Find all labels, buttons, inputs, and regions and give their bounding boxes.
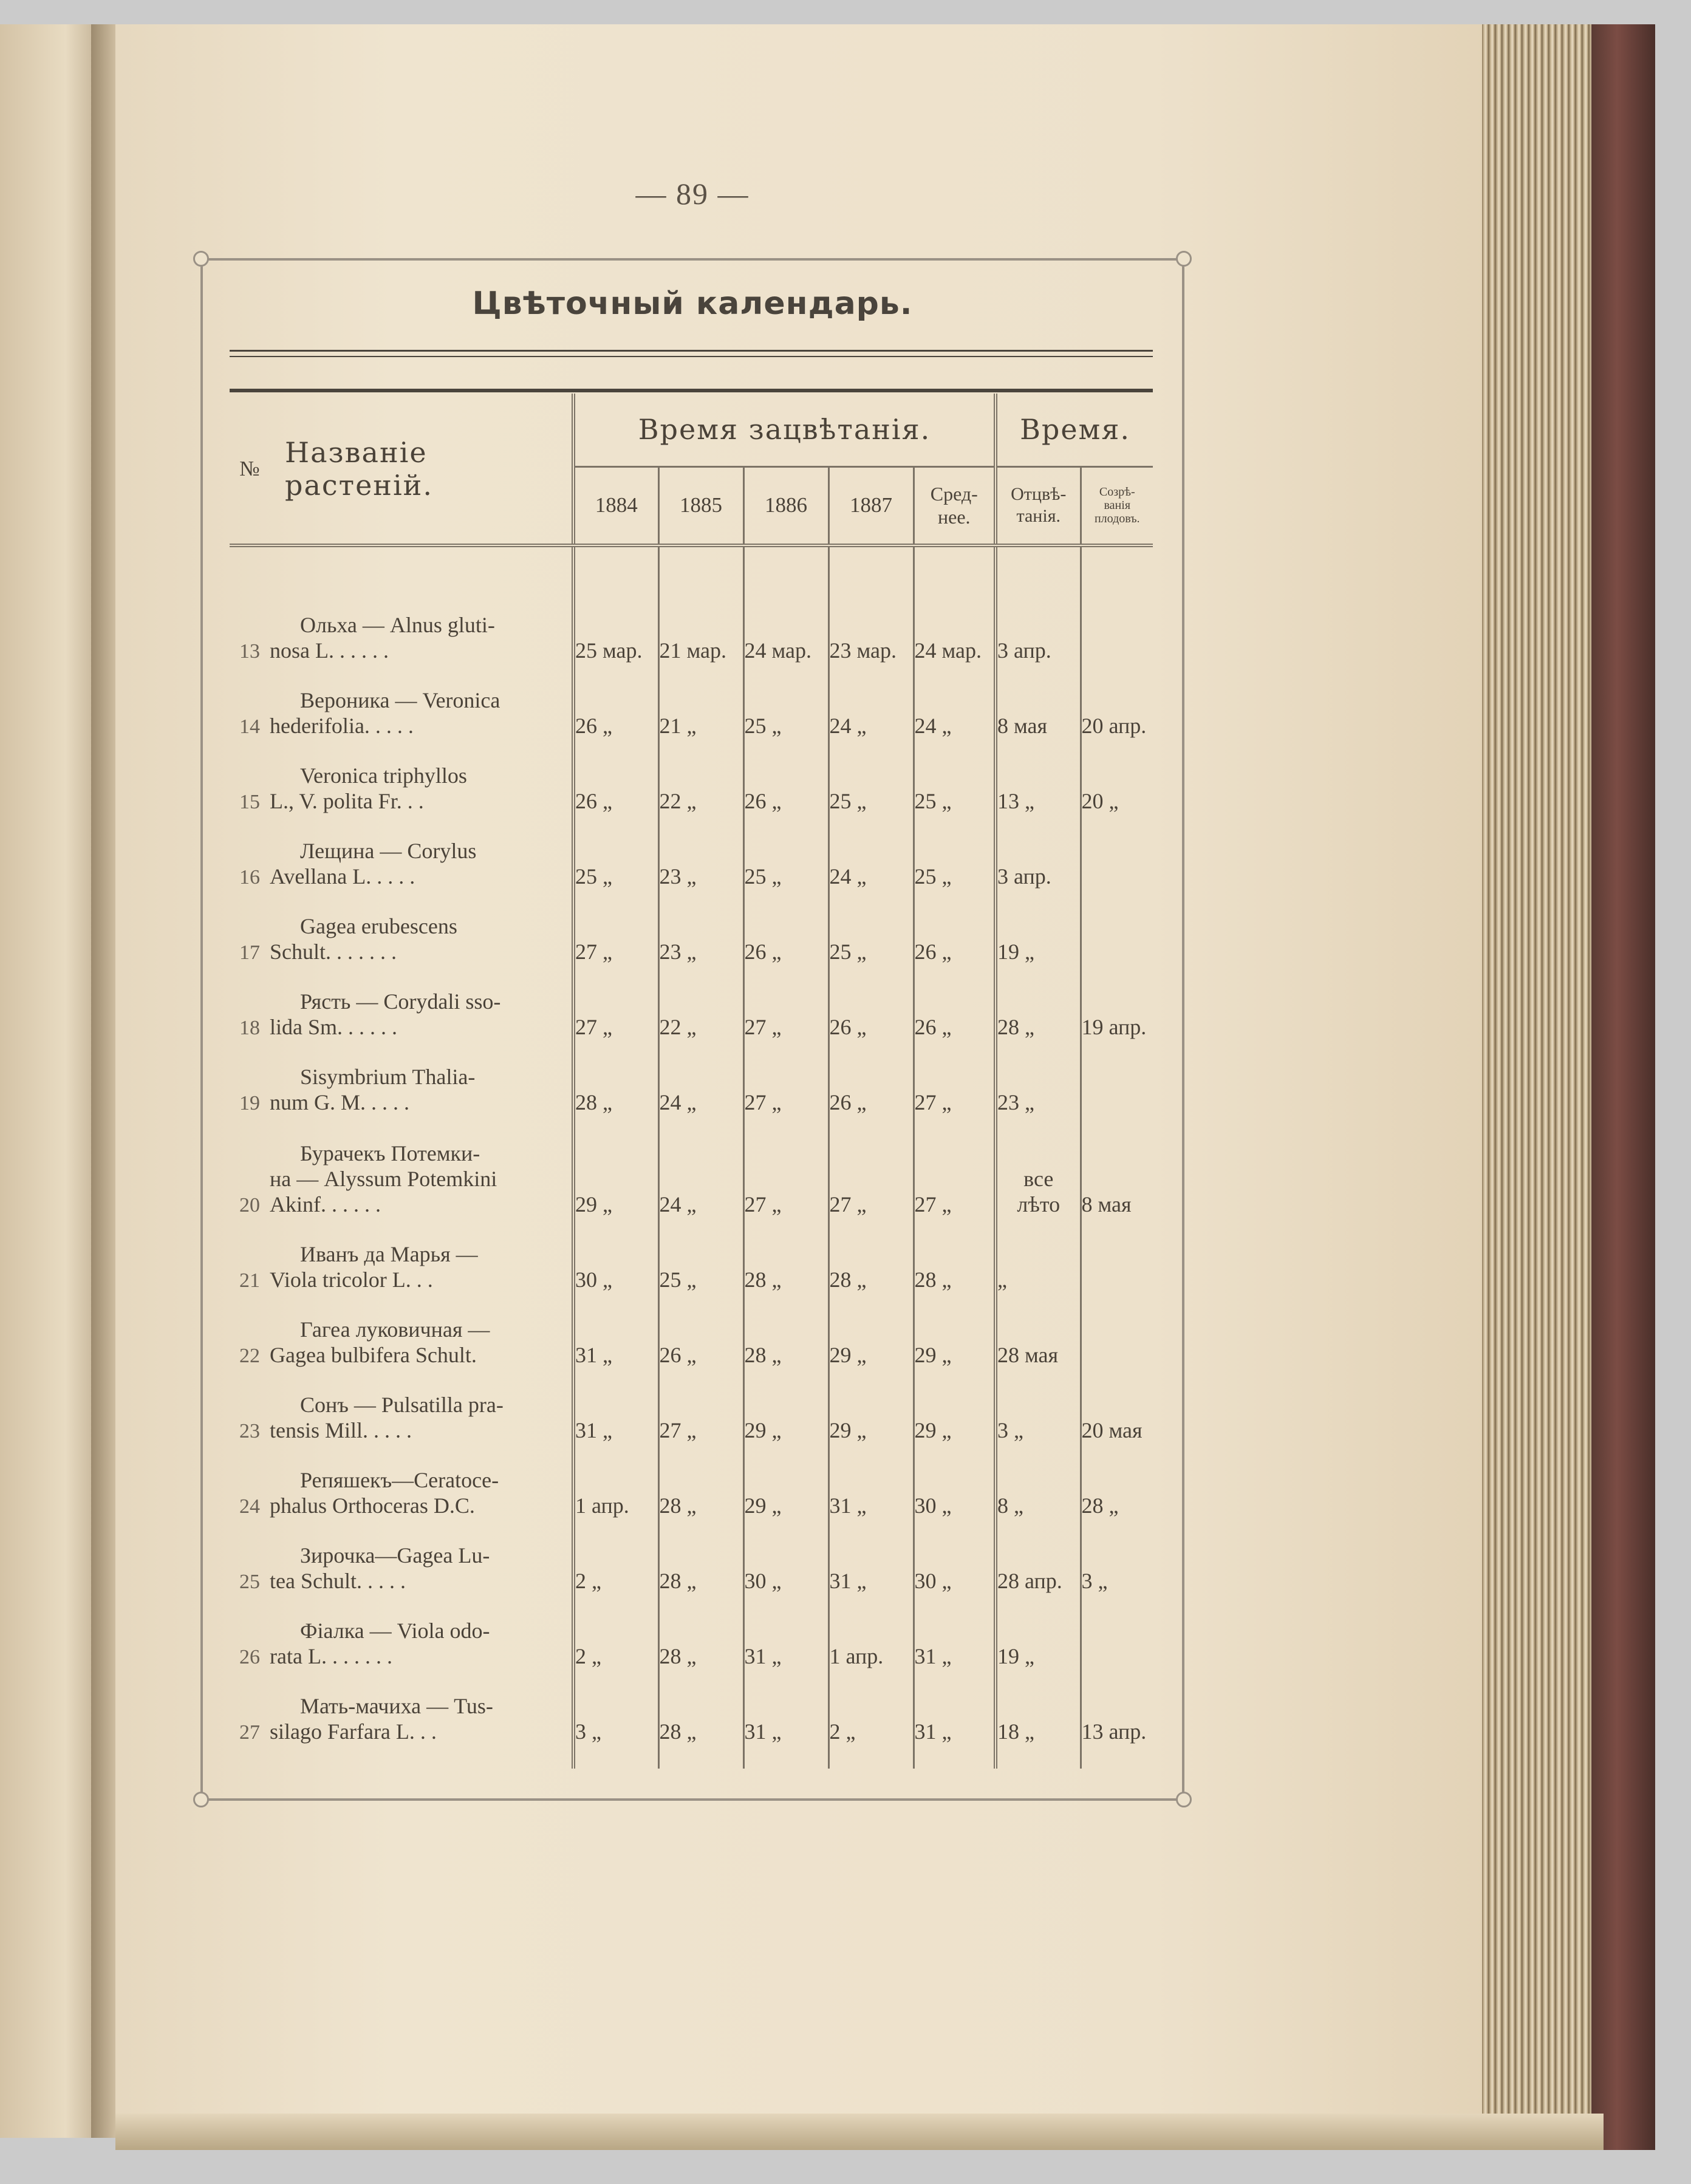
date-fruit-ripening xyxy=(1081,1040,1153,1115)
plant-name-line-last: lida Sm. . . . . . xyxy=(270,1015,398,1039)
date-1884: 25 „ xyxy=(573,814,658,889)
plant-name-line-last: phalus Orthoceras D.C. xyxy=(270,1493,475,1518)
table-row xyxy=(230,814,1153,889)
date-1887: 26 „ xyxy=(828,964,914,1040)
date-fading-value: 18 „ xyxy=(997,1719,1034,1744)
plant-name xyxy=(270,1217,573,1292)
date-average: 29 „ xyxy=(914,1368,996,1443)
table-row xyxy=(230,1368,1153,1443)
date-1884: 2 „ xyxy=(573,1518,658,1594)
title-rule-top xyxy=(230,350,1153,352)
date-fruit-ripening: 28 „ xyxy=(1081,1443,1153,1518)
plant-name-line1: Gagea erubescens xyxy=(300,914,457,938)
plant-name xyxy=(270,1518,573,1594)
date-1886: 24 мар. xyxy=(743,588,828,663)
header-year-1885: 1885 xyxy=(658,466,743,545)
date-fruit-ripening: 19 апр. xyxy=(1081,964,1153,1040)
date-1884: 2 „ xyxy=(573,1594,658,1669)
header-fruit-line3: плодовъ. xyxy=(1094,512,1140,526)
date-1887: 25 „ xyxy=(828,739,914,814)
date-1887: 29 „ xyxy=(828,1292,914,1368)
plant-name-line1: Бурачекъ Потемки- xyxy=(300,1141,480,1165)
date-1885: 24 „ xyxy=(658,1115,743,1217)
plant-name xyxy=(270,588,573,663)
date-fruit-ripening: 3 „ xyxy=(1081,1518,1153,1594)
row-number: 16 xyxy=(239,866,260,889)
date-1886: 25 „ xyxy=(743,814,828,889)
plant-name-line1: Veronica triphyllos xyxy=(300,763,467,788)
table-row xyxy=(230,889,1153,964)
date-average: 25 „ xyxy=(914,814,996,889)
spacer-cell xyxy=(1081,1744,1153,1769)
header-average-line1: Сред- xyxy=(930,483,978,505)
table-row xyxy=(230,1594,1153,1669)
header-fading-line1: Отцвѣ- xyxy=(1011,484,1067,505)
date-fading-value: 28 апр. xyxy=(997,1569,1062,1593)
date-fruit-ripening: 20 мая xyxy=(1081,1368,1153,1443)
date-1885: 28 „ xyxy=(658,1669,743,1744)
date-1887: 26 „ xyxy=(828,1040,914,1115)
plant-name-line-last: tensis Mill. . . . . xyxy=(270,1418,412,1442)
flower-calendar-table xyxy=(230,394,1153,1769)
plant-name xyxy=(270,1443,573,1518)
spacer-cell xyxy=(828,1744,914,1769)
date-1884: 3 „ xyxy=(573,1669,658,1744)
date-fruit-ripening xyxy=(1081,588,1153,663)
plant-name-line-last: num G. M. . . . . xyxy=(270,1090,410,1114)
row-number: 14 xyxy=(239,715,260,738)
date-fading-top: все xyxy=(1023,1167,1054,1191)
spacer-cell xyxy=(914,1744,996,1769)
plant-name xyxy=(270,1115,573,1217)
date-fading-value: 8 „ xyxy=(997,1493,1023,1518)
header-number: № xyxy=(230,394,270,545)
date-fading-value: 19 „ xyxy=(997,940,1034,964)
plant-name-line1: Лещина — Corylus xyxy=(300,839,477,863)
date-fruit-ripening: 20 „ xyxy=(1081,739,1153,814)
plant-name-line1: Sisymbrium Thalia- xyxy=(300,1065,476,1089)
row-number: 25 xyxy=(239,1571,260,1593)
date-fading-value: 19 „ xyxy=(997,1644,1034,1668)
date-fading xyxy=(996,814,1081,889)
date-average: 31 „ xyxy=(914,1669,996,1744)
plant-name-line1: Вероника — Veronica xyxy=(300,688,500,712)
date-fruit-ripening: 20 апр. xyxy=(1081,663,1153,739)
date-1884: 30 „ xyxy=(573,1217,658,1292)
date-fading-value: „ xyxy=(997,1268,1007,1292)
header-fruit-line2: ванія xyxy=(1104,499,1131,513)
row-number: 24 xyxy=(239,1495,260,1518)
table-row xyxy=(230,964,1153,1040)
date-1885: 23 „ xyxy=(658,814,743,889)
plant-name-line-last: L., V. polita Fr. . . xyxy=(270,789,424,813)
plant-name xyxy=(270,1368,573,1443)
date-fading-value: 13 „ xyxy=(997,789,1034,813)
date-1886: 29 „ xyxy=(743,1443,828,1518)
date-1884: 29 „ xyxy=(573,1115,658,1217)
spacer-cell xyxy=(658,1744,743,1769)
date-1887: 31 „ xyxy=(828,1443,914,1518)
date-fading-value: 3 апр. xyxy=(997,638,1051,663)
date-1884: 1 апр. xyxy=(573,1443,658,1518)
plant-name xyxy=(270,1594,573,1669)
spacer-cell xyxy=(743,1744,828,1769)
date-1885: 28 „ xyxy=(658,1518,743,1594)
date-1887: 24 „ xyxy=(828,814,914,889)
date-fading-value: 3 „ xyxy=(997,1418,1023,1442)
plant-name-line1: Сонъ — Pulsatilla pra- xyxy=(300,1393,504,1417)
date-1885: 27 „ xyxy=(658,1368,743,1443)
date-1884: 27 „ xyxy=(573,964,658,1040)
date-fading xyxy=(996,964,1081,1040)
date-fading xyxy=(996,1040,1081,1115)
date-1884: 26 „ xyxy=(573,663,658,739)
header-fading xyxy=(996,466,1081,545)
header-fruit-line1: Созрѣ- xyxy=(1099,485,1135,499)
table-row xyxy=(230,1518,1153,1594)
table-row xyxy=(230,1669,1153,1744)
row-number: 13 xyxy=(239,640,260,663)
date-fruit-ripening xyxy=(1081,814,1153,889)
page-bottom-shadow xyxy=(115,2114,1604,2150)
header-plant-name: Названіе растеній. xyxy=(270,394,573,545)
date-fading xyxy=(996,1217,1081,1292)
row-number: 21 xyxy=(239,1269,260,1292)
plant-name-line1: Ольха — Alnus gluti- xyxy=(300,613,495,637)
plant-name-line-last: silago Farfara L. . . xyxy=(270,1719,437,1744)
title-rule-bottom xyxy=(230,356,1153,357)
row-number: 18 xyxy=(239,1017,260,1039)
date-1887: 2 „ xyxy=(828,1669,914,1744)
header-flowering-time: Время зацвѣтанія. xyxy=(573,394,996,466)
date-1885: 25 „ xyxy=(658,1217,743,1292)
header-fading-line2: танія. xyxy=(1016,506,1061,527)
page-stack-edge xyxy=(1482,24,1604,2144)
date-average: 24 „ xyxy=(914,663,996,739)
date-fading xyxy=(996,1443,1081,1518)
frame-corner-ornament-icon xyxy=(1176,251,1192,267)
date-1885: 22 „ xyxy=(658,964,743,1040)
plant-name-line2: на — Alyssum Potemkini xyxy=(270,1167,497,1191)
date-fruit-ripening: 8 мая xyxy=(1081,1115,1153,1217)
date-average: 30 „ xyxy=(914,1443,996,1518)
date-1887: 29 „ xyxy=(828,1368,914,1443)
book-cover xyxy=(1591,24,1655,2150)
plant-name xyxy=(270,889,573,964)
plant-name-line1: Мать-мачиха — Tus- xyxy=(300,1694,493,1718)
date-fading xyxy=(996,889,1081,964)
row-number: 22 xyxy=(239,1345,260,1367)
plant-name xyxy=(270,663,573,739)
row-number: 20 xyxy=(239,1194,260,1217)
date-fading-value: 28 мая xyxy=(997,1343,1059,1367)
plant-name-line-last: hederifolia. . . . . xyxy=(270,714,414,738)
plant-name-line-last: Gagea bulbifera Schult. xyxy=(270,1343,477,1367)
date-fading-value: 3 апр. xyxy=(997,864,1051,889)
date-1886: 25 „ xyxy=(743,663,828,739)
date-fading xyxy=(996,1669,1081,1744)
date-1885: 22 „ xyxy=(658,739,743,814)
date-1884: 28 „ xyxy=(573,1040,658,1115)
plant-name xyxy=(270,1669,573,1744)
table-row xyxy=(230,663,1153,739)
date-1886: 28 „ xyxy=(743,1292,828,1368)
header-time: Время. xyxy=(996,394,1153,466)
date-fruit-ripening: 13 апр. xyxy=(1081,1669,1153,1744)
table-row xyxy=(230,588,1153,663)
table-row xyxy=(230,1217,1153,1292)
row-number: 26 xyxy=(239,1646,260,1668)
date-fading xyxy=(996,1115,1081,1217)
header-year-1884: 1884 xyxy=(573,466,658,545)
table-spacer-row xyxy=(230,1744,1153,1769)
row-number: 15 xyxy=(239,791,260,813)
page-title: Цвѣточный календарь. xyxy=(472,285,913,322)
plant-name-line-last: Schult. . . . . . . xyxy=(270,940,397,964)
frame-corner-ornament-icon xyxy=(193,251,209,267)
date-1887: 24 „ xyxy=(828,663,914,739)
date-fading-value: 28 „ xyxy=(997,1015,1034,1039)
plant-name xyxy=(270,1040,573,1115)
plant-name xyxy=(270,814,573,889)
date-fading xyxy=(996,663,1081,739)
date-1887: 25 „ xyxy=(828,889,914,964)
plant-name xyxy=(270,739,573,814)
date-1886: 31 „ xyxy=(743,1594,828,1669)
plant-name-line1: Зирочка—Gagea Lu- xyxy=(300,1543,490,1568)
date-1885: 28 „ xyxy=(658,1443,743,1518)
date-1885: 26 „ xyxy=(658,1292,743,1368)
date-1884: 27 „ xyxy=(573,889,658,964)
date-1884: 31 „ xyxy=(573,1292,658,1368)
date-fading xyxy=(996,1368,1081,1443)
date-fruit-ripening xyxy=(1081,1594,1153,1669)
date-1886: 27 „ xyxy=(743,964,828,1040)
row-number: 23 xyxy=(239,1420,260,1442)
date-1887: 27 „ xyxy=(828,1115,914,1217)
date-fading-value: 23 „ xyxy=(997,1090,1034,1114)
date-average: 26 „ xyxy=(914,964,996,1040)
date-1885: 28 „ xyxy=(658,1594,743,1669)
plant-name-line1: Гагеа луковичная — xyxy=(300,1317,490,1342)
table-row xyxy=(230,1115,1153,1217)
date-1887: 28 „ xyxy=(828,1217,914,1292)
date-average: 27 „ xyxy=(914,1040,996,1115)
table-body xyxy=(230,545,1153,1769)
plant-name-line1: Иванъ да Марья — xyxy=(300,1242,478,1266)
plant-name xyxy=(270,1292,573,1368)
date-1886: 26 „ xyxy=(743,739,828,814)
plant-name-line1: Репяшекъ—Ceratoce- xyxy=(300,1468,499,1492)
table-row xyxy=(230,1040,1153,1115)
date-fading xyxy=(996,588,1081,663)
date-1884: 26 „ xyxy=(573,739,658,814)
date-fading xyxy=(996,1518,1081,1594)
date-1887: 1 апр. xyxy=(828,1594,914,1669)
plant-name-line-last: Akinf. . . . . . xyxy=(270,1192,381,1217)
date-1885: 23 „ xyxy=(658,889,743,964)
date-1886: 28 „ xyxy=(743,1217,828,1292)
row-number: 19 xyxy=(239,1092,260,1114)
plant-name-line-last: tea Schult. . . . . xyxy=(270,1569,406,1593)
date-fruit-ripening xyxy=(1081,1217,1153,1292)
table-row xyxy=(230,1443,1153,1518)
date-fruit-ripening xyxy=(1081,889,1153,964)
date-fading xyxy=(996,1292,1081,1368)
plant-name xyxy=(270,964,573,1040)
table-spacer-row xyxy=(230,545,1153,588)
date-1886: 31 „ xyxy=(743,1669,828,1744)
date-average: 25 „ xyxy=(914,739,996,814)
table-top-rule xyxy=(230,389,1153,392)
date-1886: 26 „ xyxy=(743,889,828,964)
date-average: 31 „ xyxy=(914,1594,996,1669)
date-1886: 27 „ xyxy=(743,1115,828,1217)
date-1887: 23 мар. xyxy=(828,588,914,663)
date-fading-value: лѣто xyxy=(1017,1192,1061,1217)
date-fading xyxy=(996,739,1081,814)
header-average-line2: нее. xyxy=(937,506,971,528)
date-average: 24 мар. xyxy=(914,588,996,663)
table-row xyxy=(230,739,1153,814)
header-fruit-ripening xyxy=(1081,466,1153,545)
row-number: 17 xyxy=(239,941,260,964)
spacer-cell xyxy=(573,1744,658,1769)
date-1886: 27 „ xyxy=(743,1040,828,1115)
frame-corner-ornament-icon xyxy=(193,1792,209,1807)
header-average xyxy=(914,466,996,545)
spacer-cell xyxy=(230,1744,270,1769)
date-fading-value: 8 мая xyxy=(997,714,1048,738)
date-fruit-ripening xyxy=(1081,1292,1153,1368)
date-average: 28 „ xyxy=(914,1217,996,1292)
date-average: 29 „ xyxy=(914,1292,996,1368)
date-1885: 21 „ xyxy=(658,663,743,739)
plant-name-line-last: Avellana L. . . . . xyxy=(270,864,415,889)
date-average: 26 „ xyxy=(914,889,996,964)
plant-name-line1: Фіалка — Viola odo- xyxy=(300,1619,490,1643)
date-average: 30 „ xyxy=(914,1518,996,1594)
date-1885: 21 мар. xyxy=(658,588,743,663)
plant-name-line-last: rata L. . . . . . . xyxy=(270,1644,392,1668)
header-year-1887: 1887 xyxy=(828,466,914,545)
header-year-1886: 1886 xyxy=(743,466,828,545)
frame-corner-ornament-icon xyxy=(1176,1792,1192,1807)
date-1884: 31 „ xyxy=(573,1368,658,1443)
plant-name-line-last: nosa L. . . . . . xyxy=(270,638,389,663)
row-number: 27 xyxy=(239,1721,260,1744)
date-fading xyxy=(996,1594,1081,1669)
page-number: — 89 — xyxy=(635,177,750,211)
date-average: 27 „ xyxy=(914,1115,996,1217)
date-1884: 25 мар. xyxy=(573,588,658,663)
date-1886: 29 „ xyxy=(743,1368,828,1443)
spacer-cell xyxy=(270,1744,573,1769)
date-1887: 31 „ xyxy=(828,1518,914,1594)
table-row xyxy=(230,1292,1153,1368)
date-1886: 30 „ xyxy=(743,1518,828,1594)
plant-name-line1: Рясть — Corydali sso- xyxy=(300,989,501,1014)
plant-name-line-last: Viola tricolor L. . . xyxy=(270,1268,433,1292)
spacer-cell xyxy=(996,1744,1081,1769)
date-1885: 24 „ xyxy=(658,1040,743,1115)
